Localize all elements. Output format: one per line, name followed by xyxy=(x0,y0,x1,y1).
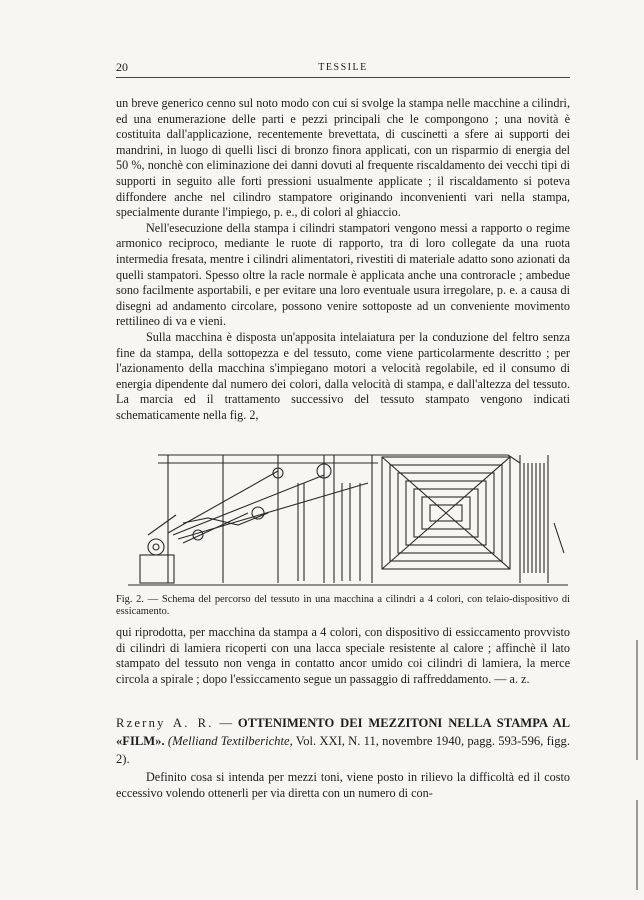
article-heading xyxy=(116,714,570,768)
article-dash: — xyxy=(213,716,238,730)
paragraph: un breve generico cenno sul noto modo con cui si svolge la stampa nelle macchine a cilindri, ed una enumerazione delle parti e pezzi principali che le compongono ; una novità è costituita dall'applicazione, recentemente brevettata, di cuscinetti a sfere ai supporti dei mandrini, in luogo di quelli lisci di bronzo finora applicati, con un risparmio di energia del 50 %, nonchè con eliminazione dei danni dovuti al frequente riscaldamento dei vecchi tipi di supporti in seguito alle forti pressioni usualmente applicate ; il riscaldamento si poteva diffondere anche nel cilindro stampatore originando inconvenienti vari nella stampa, specialmente durante l'impiego, p. e., di colori al ghiaccio. xyxy=(116,96,570,220)
running-title: TESSILE xyxy=(318,62,368,73)
paragraph: Definito cosa si intenda per mezzi toni, viene posto in rilievo la difficoltà ed il costo eccessivo volendo ottenerli per via diretta con un numero di con- xyxy=(116,770,570,800)
paragraph: qui riprodotta, per macchina da stampa a 4 colori, con dispositivo di essiccamento provvisto di cilindri di lamiera ricoperti con una lacca speciale resistente al calore ; affinchè il lato stampato del tessuto non venga in contatto ancor umido coi cilindri di lamiera, la merce circola a spirale ; dopo l'essiccamento segue un passaggio di raffreddamento. — a. z. xyxy=(116,625,570,686)
page-number: 20 xyxy=(116,60,128,74)
body-block-3 xyxy=(116,770,570,801)
header-rule xyxy=(116,77,570,78)
scan-edge-mark xyxy=(636,640,638,760)
article-source: (Melliand Textilberichte, xyxy=(167,734,293,748)
article-details: Vol. XXI, N. 11, novembre 1940, pagg. 593-596, figg. 2). xyxy=(116,734,571,766)
paragraph: Nell'esecuzione della stampa i cilindri stampatori vengono messi a rapporto o regime armonico reciproco, mediante le ruote di rapporto, tra di loro collegate da una ruota intermedia fresata, mentre i cilindri alimentatori, rivestiti di materiale adatto sono azionati da quelli stampatori. Spesso oltre la racle normale è applicata anche una controracle ; ambedue sono facilmente asportabili, e per evitare una loro eventuale usura irregolare, p. e. a causa di disegni ad andamento circolare, possono venire sottoposte ad un conveniente movimento rettilineo di va e vieni. xyxy=(116,220,570,329)
body-block-1 xyxy=(116,96,570,423)
machine-schema-figure xyxy=(128,443,568,593)
figure-caption: Fig. 2. — Schema del percorso del tessuto in una macchina a cilindri a 4 colori, con telaio-dispositivo di essicamento. xyxy=(116,594,570,617)
scan-edge-mark xyxy=(636,800,638,890)
body-block-2 xyxy=(116,625,570,687)
paragraph: Sulla macchina è disposta un'apposita intelaiatura per la conduzione del feltro senza fine da stampa, della sottopezza e del tessuto, come viene particolarmente descritto ; per l'azionamento della macchina s'impiegano motori a velocità regolabile, ed il consumo di energia dipendente dal numero dei colori, dalla velocità di stampa, e dall'altezza del tessuto. La marcia ed il trattamento successivo del tessuto stampato vengono indicati schematicamente nella fig. 2, xyxy=(116,329,570,422)
article-title: OTTENIMENTO DEI MEZZITONI NELLA STAMPA AL «FILM». xyxy=(116,716,571,748)
article-author: Rzerny A. R. xyxy=(116,716,214,730)
